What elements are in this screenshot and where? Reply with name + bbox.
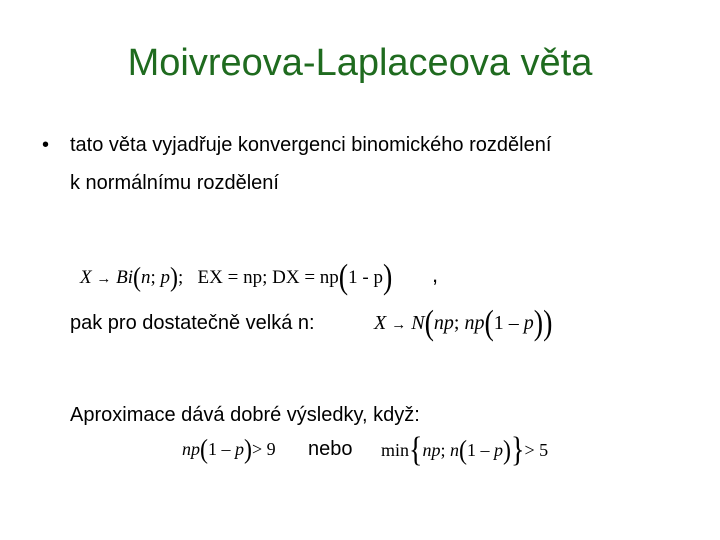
- bullet-text-line2: k normálnímu rozdělení: [70, 172, 279, 194]
- condition-text: pak pro dostatečně velká n:: [70, 312, 315, 334]
- formula-comma: ,: [432, 262, 439, 287]
- normal-formula: X → N(np; np(1 – p)): [374, 304, 553, 343]
- condition-formula-2: min{np; n(1 – p)}> 5: [381, 431, 549, 470]
- approximation-text: Aproximace dává dobré výsledky, když:: [70, 404, 420, 426]
- bullet-icon: •: [42, 134, 50, 156]
- bullet-text-line1: tato věta vyjadřuje konvergenci binomického rozdělení: [70, 134, 552, 156]
- nebo-text: nebo: [308, 438, 353, 460]
- binomial-formula: X → Bi(n; p); EX = np; DX = np(1 - p): [80, 258, 393, 297]
- condition-formula-1: np(1 – p)> 9: [182, 434, 276, 465]
- slide-title: Moivreova-Laplaceova věta: [127, 42, 593, 84]
